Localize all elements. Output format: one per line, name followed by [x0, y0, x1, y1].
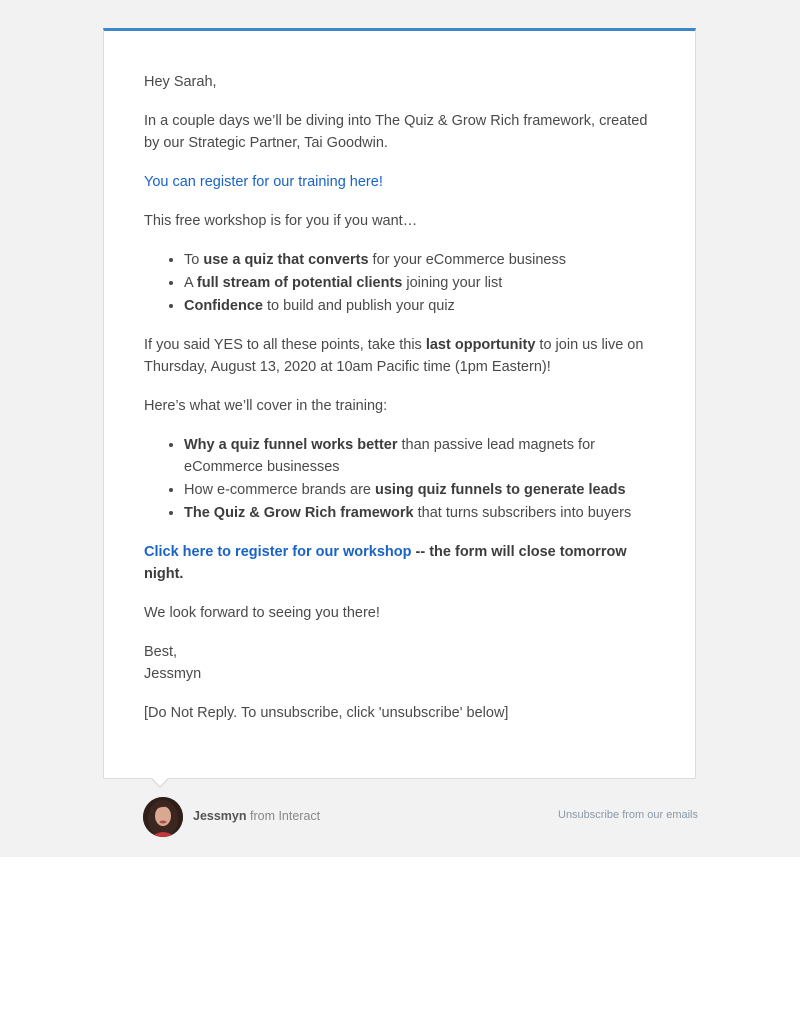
sender-line — [193, 809, 320, 823]
workshop-intro: This free workshop is for you if you want… — [144, 213, 418, 229]
closing-line: We look forward to seeing you there! — [144, 605, 380, 621]
cta-paragraph — [144, 541, 659, 585]
avatar — [143, 797, 183, 837]
sender-org: from Interact — [246, 809, 321, 823]
list-item: • Why a quiz funnel works better than passive lead magnets for eCommerce businesses — [184, 434, 659, 478]
disclaimer: [Do Not Reply. To unsubscribe, click 'unsubscribe' below] — [144, 705, 509, 721]
list-item: • A full stream of potential clients joining your list — [184, 272, 659, 294]
greeting: Hey Sarah, — [144, 74, 217, 90]
cover-intro: Here’s what we’ll cover in the training: — [144, 398, 388, 414]
wants-list — [144, 249, 659, 317]
list-item: • How e-commerce brands are using quiz funnels to generate leads — [184, 479, 659, 501]
intro-paragraph: In a couple days we’ll be diving into The Quiz & Grow Rich framework, created by our Strategic Partner, Tai Goodwin. — [144, 113, 648, 151]
topics-list — [144, 434, 659, 524]
register-paragraph — [144, 171, 659, 193]
list-item: • Confidence to build and publish your quiz — [184, 295, 659, 317]
cta-note: -- the form will close tomorrow night. — [144, 544, 627, 582]
yes-paragraph: If you said YES to all these points, take this last opportunity to join us live on Thursday, August 13, 2020 at 10am Pacific time (1pm Eastern)! — [144, 337, 644, 375]
list-item: • The Quiz & Grow Rich framework that turns subscribers into buyers — [184, 502, 659, 524]
register-link[interactable]: You can register for our training here! — [144, 174, 383, 190]
list-item: • To use a quiz that converts for your eCommerce business — [184, 249, 659, 271]
email-card — [103, 28, 696, 779]
email-footer — [143, 797, 698, 837]
signature: Jessmyn — [144, 666, 202, 682]
speech-caret-fill — [151, 777, 169, 786]
sender-name: Jessmyn — [193, 809, 247, 823]
email-body — [144, 71, 659, 724]
workshop-register-link[interactable]: Click here to register for our workshop — [144, 544, 412, 560]
unsubscribe-link[interactable]: Unsubscribe from our emails — [558, 809, 698, 821]
signoff: Best, — [144, 644, 178, 660]
avatar-photo-icon — [143, 797, 183, 837]
